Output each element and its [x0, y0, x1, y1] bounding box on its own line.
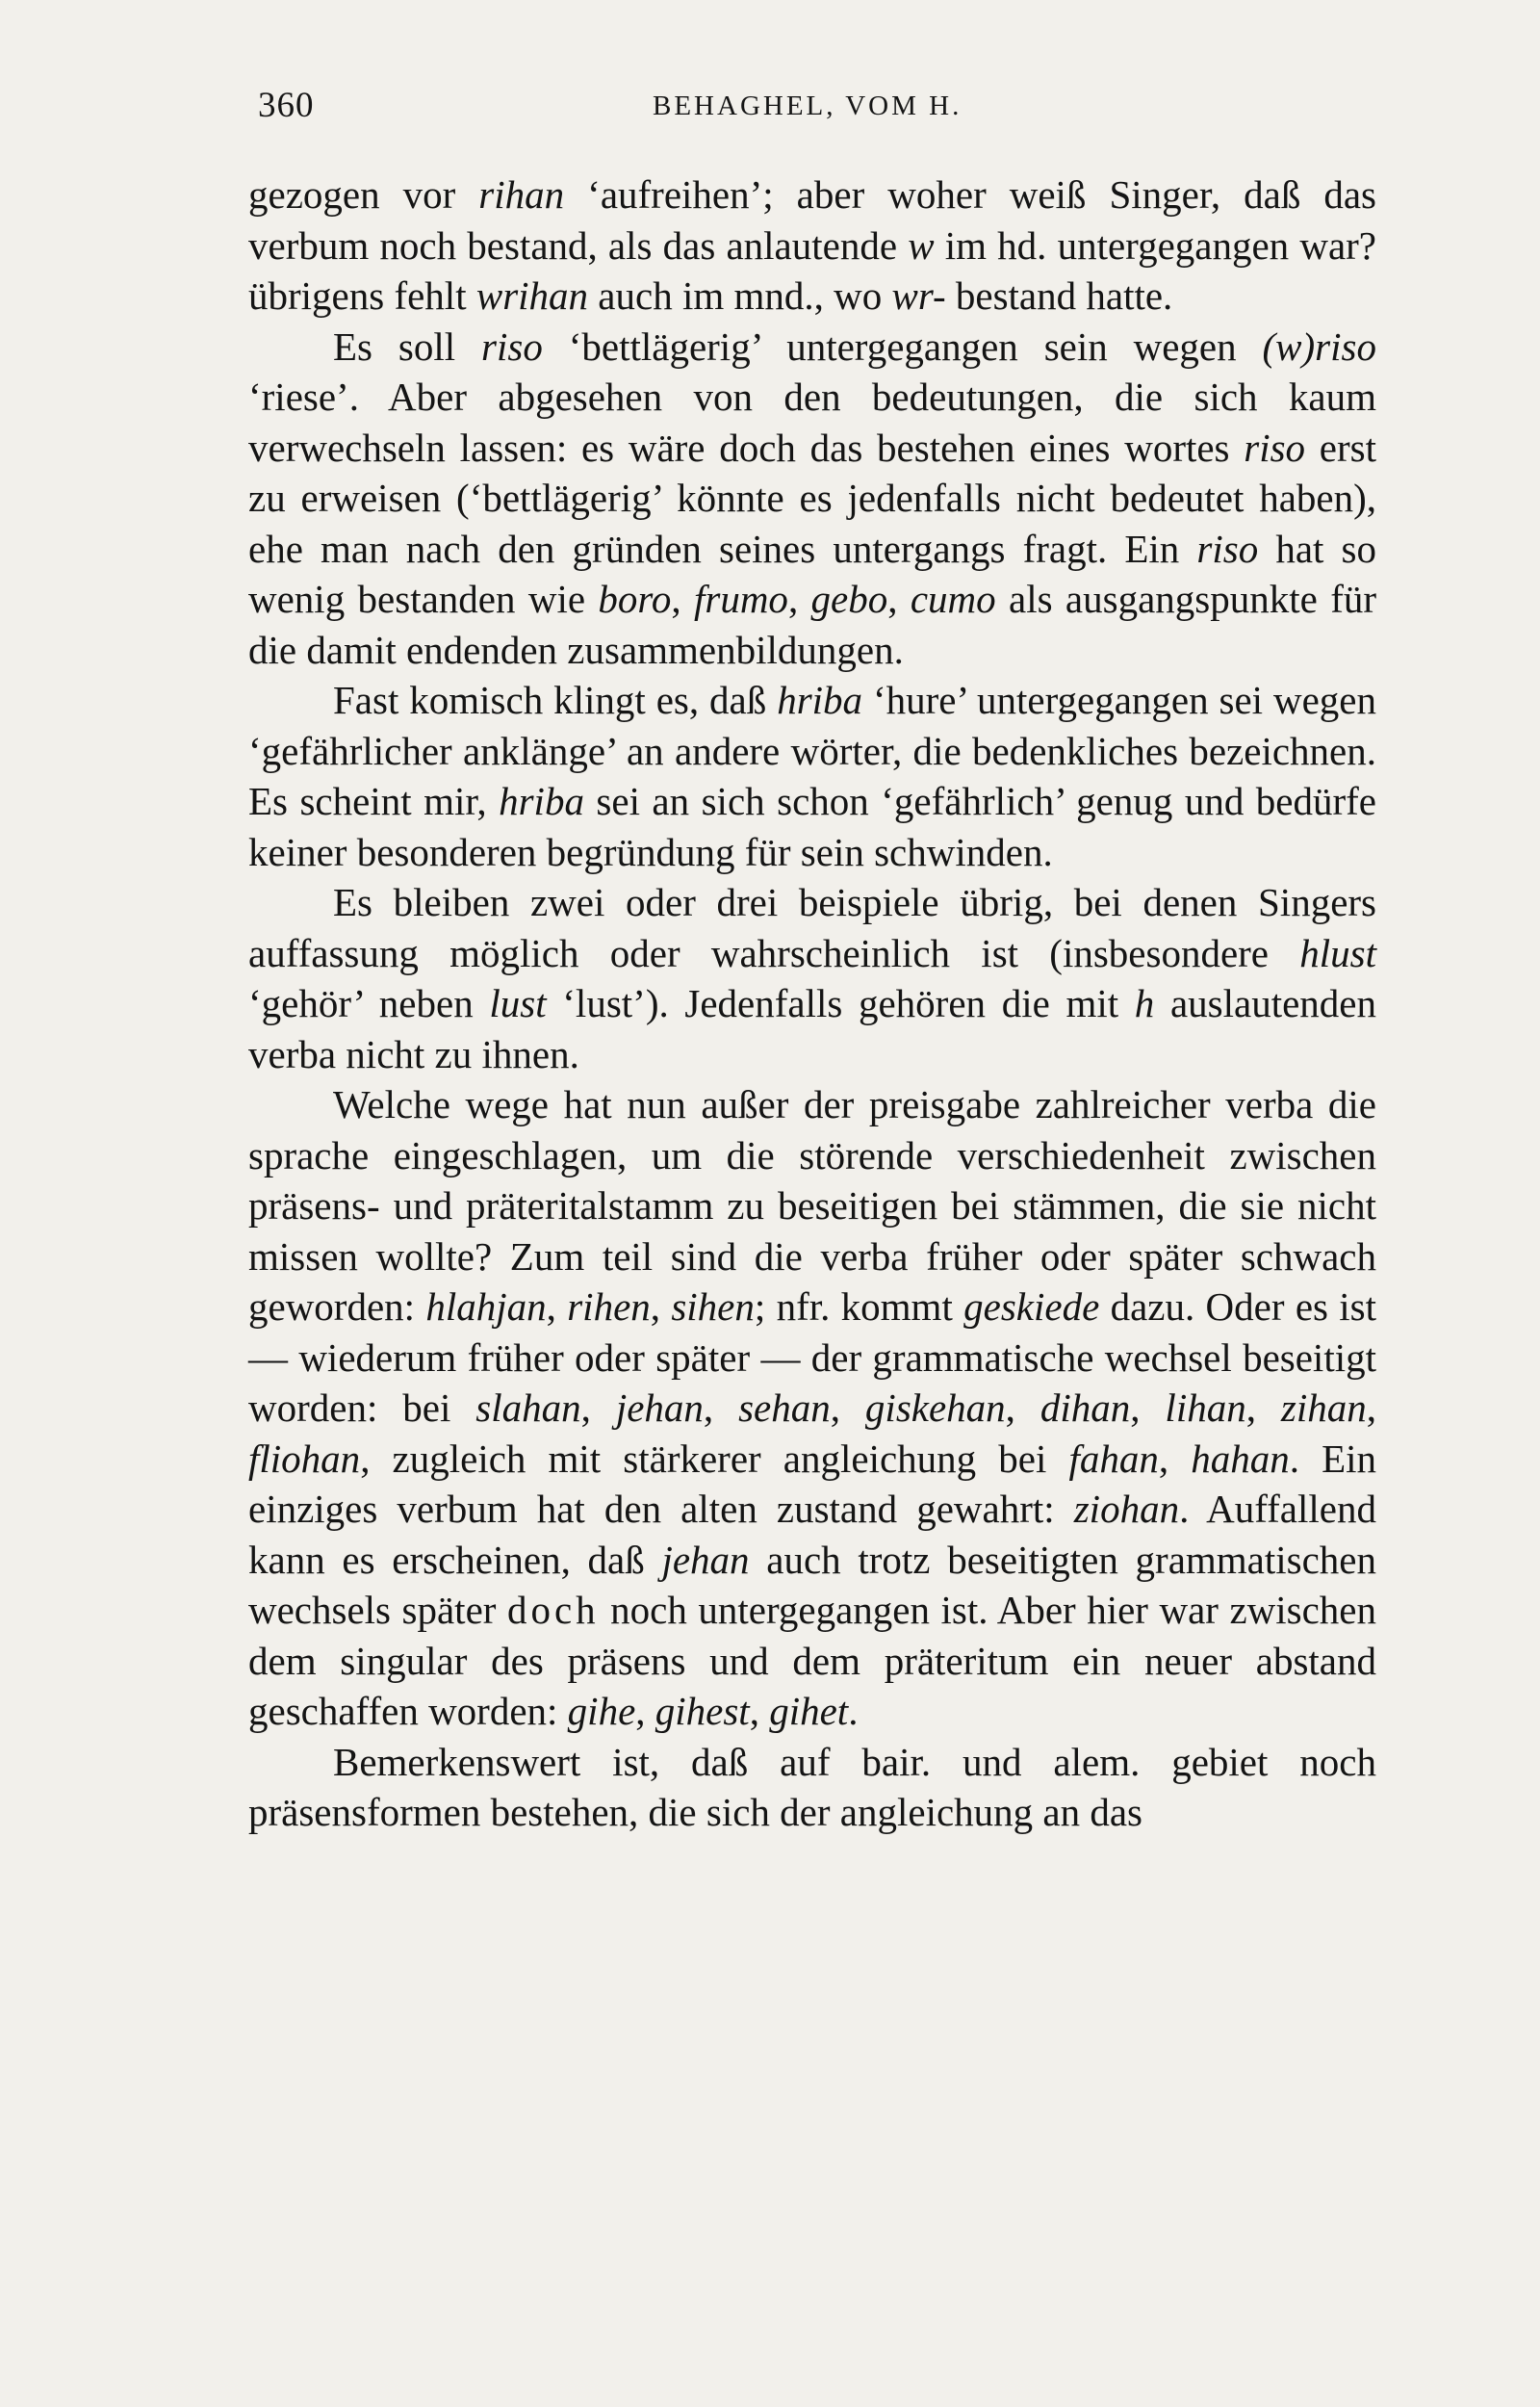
italic-term: slahan — [475, 1385, 581, 1430]
italic-term: fliohan — [248, 1436, 361, 1481]
italic-term: riso — [1244, 425, 1306, 470]
italic-term: hahan — [1191, 1436, 1290, 1481]
italic-term: boro — [598, 577, 672, 621]
italic-term: hriba — [499, 779, 584, 823]
italic-term: gihet — [769, 1689, 849, 1733]
italic-term: jehan — [615, 1385, 704, 1430]
italic-term: wrihan — [475, 273, 589, 318]
italic-term: hlust — [1299, 930, 1376, 975]
italic-term: riso — [481, 324, 543, 369]
italic-term: w — [908, 222, 935, 268]
italic-term: rihen — [567, 1284, 651, 1329]
italic-term: fahan — [1068, 1436, 1159, 1481]
running-title: BEHAGHEL, VOM H. — [653, 91, 962, 121]
italic-term: gihest — [654, 1689, 750, 1733]
italic-term: riso — [1196, 526, 1259, 571]
paragraph: Bemerkenswert ist, daß auf bair. und alem. gebiet noch präsensformen bestehen, die sich der angleichung an das — [248, 1739, 1376, 1834]
italic-term: gebo — [810, 577, 888, 621]
italic-term: lihan — [1165, 1385, 1246, 1430]
italic-term: lust — [489, 981, 547, 1025]
page-number: 360 — [258, 86, 315, 125]
italic-term: gihe — [567, 1689, 636, 1733]
italic-term: sihen — [671, 1284, 755, 1329]
italic-term: jehan — [661, 1537, 750, 1582]
page-header — [258, 85, 1374, 133]
italic-term: h — [1134, 981, 1155, 1025]
italic-term: cumo — [910, 577, 996, 621]
emphasized-word: doch — [506, 1588, 600, 1632]
italic-term: hlahjan — [425, 1284, 547, 1329]
italic-term: giskehan — [864, 1385, 1006, 1430]
italic-term: sehan — [738, 1385, 831, 1430]
paragraph: gezogen vor rihan ‘aufreihen’; aber woher weiß Singer, daß das verbum noch bestand, als das anlautende w im hd. untergegangen war? übrigens fehlt wrihan auch im mnd., wo wr- bestand hatte. — [248, 172, 1377, 318]
paragraph: Es soll riso ‘bettlägerig’ untergegangen sein wegen (w)riso ‘riese’. Aber abgesehen von den bedeutungen, die sich kaum verwechseln lassen: es wäre doch das bestehen eines wortes riso erst zu erweisen (‘bettlägerig’ könnte es jedenfalls nicht bedeutet haben), ehe man nach den gründen seines untergangs fragt. Ein riso hat so wenig bestanden wie boro, frumo, gebo, cumo als ausgangspunkte für die damit endenden zusammenbildungen. — [248, 324, 1376, 672]
body-text — [248, 169, 1376, 1838]
italic-term: wr- — [891, 273, 946, 318]
paragraph: Fast komisch klingt es, daß hriba ‘hure’ untergegangen sei wegen ‘gefährlicher anklänge’ an andere wörter, die bedenkliches bezeichnen. Es scheint mir, hriba sei an sich schon ‘gefährlich’ genug und bedürfe keiner besonderen begründung für sein schwinden. — [248, 678, 1376, 874]
italic-term: (w)riso — [1262, 324, 1376, 369]
paragraph: Welche wege hat nun außer der preisgabe zahlreicher verba die sprache eingeschlagen, um die störende verschiedenheit zwischen präsens- und präteritalstamm zu beseitigen bei stämmen, die sie nicht missen wollte? Zum teil sind die verba früher oder später schwach geworden: hlahjan, rihen, sihen; nfr. kommt geskiede dazu. Oder es ist — wiederum früher oder später — der grammatische wechsel beseitigt worden: bei slahan, jehan, sehan, giskehan, dihan, lihan, zihan, fliohan, zugleich mit stärkerer angleichung bei fahan, hahan. Ein einziges verbum hat den alten zustand gewahrt: ziohan. Auffallend kann es erscheinen, daß jehan auch trotz beseitigten grammatischen wechsels später doch noch untergegangen ist. Aber hier war zwischen dem singular des präsens und dem präteritum ein neuer abstand geschaffen worden: gihe, gihest, gihet. — [248, 1082, 1377, 1733]
italic-term: zihan — [1280, 1385, 1367, 1430]
italic-term: geskiede — [963, 1284, 1100, 1329]
italic-term: hriba — [777, 678, 863, 722]
paragraph: Es bleiben zwei oder drei beispiele übrig, bei denen Singers auffassung möglich oder wahrscheinlich ist (insbesondere hlust ‘gehör’ neben lust ‘lust’). Jedenfalls gehören die mit h auslautenden verba nicht zu ihnen. — [248, 880, 1376, 1076]
italic-term: ziohan — [1073, 1487, 1180, 1531]
italic-term: dihan — [1040, 1385, 1131, 1430]
italic-term: rihan — [478, 172, 565, 217]
italic-term: frumo — [693, 577, 788, 621]
